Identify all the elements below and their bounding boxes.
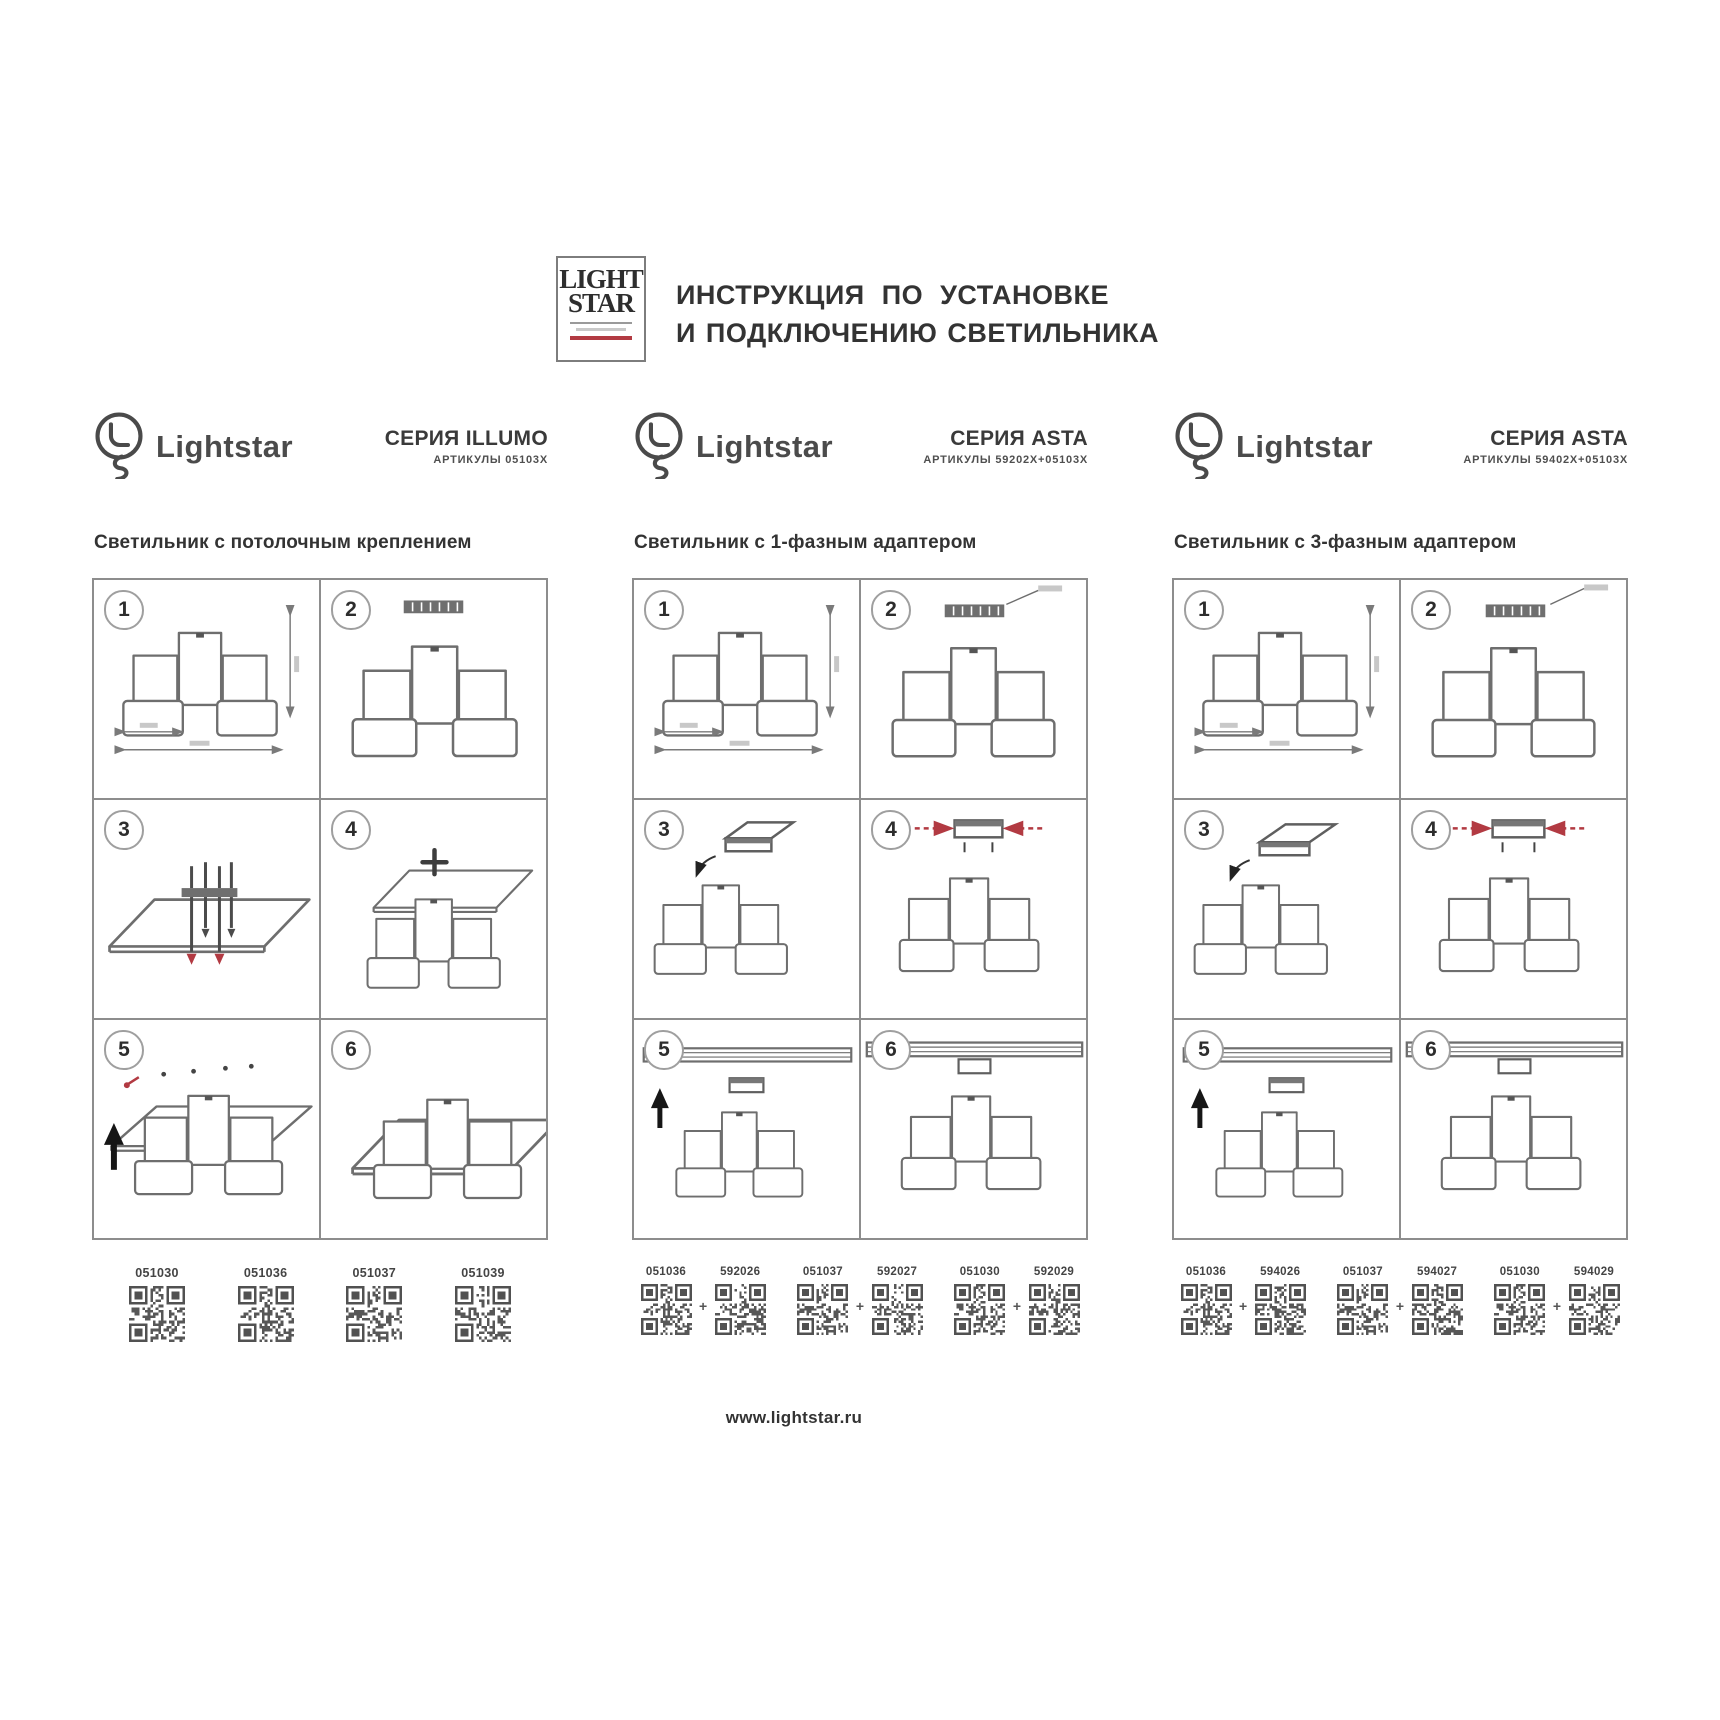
brand-wordmark: Lightstar xyxy=(696,429,834,464)
step-number-badge: 3 xyxy=(1184,810,1224,850)
brand-header xyxy=(632,388,1088,506)
step-number-badge: 4 xyxy=(871,810,911,850)
website-url: www.lightstar.ru xyxy=(725,1408,863,1427)
step-number-badge: 4 xyxy=(331,810,371,850)
qr-pair xyxy=(948,1266,1086,1335)
qr-pair xyxy=(1488,1266,1626,1335)
step-panel xyxy=(860,799,1087,1019)
lightstar-logo-icon xyxy=(1172,411,1226,484)
series-articles: АРТИКУЛЫ 05103X xyxy=(433,454,548,467)
plus-sign: + xyxy=(1239,1298,1248,1314)
qr-pair xyxy=(634,1266,772,1335)
article-number: 592026 xyxy=(720,1266,761,1278)
lightstar-stamp-logo xyxy=(556,256,646,362)
qr-code xyxy=(797,1284,848,1335)
article-number: 051030 xyxy=(135,1266,179,1280)
series-title: СЕРИЯ ASTA xyxy=(1490,427,1628,450)
step-number-badge: 3 xyxy=(104,810,144,850)
qr-article xyxy=(124,1266,190,1342)
qr-code xyxy=(641,1284,692,1335)
qr-article xyxy=(708,1266,772,1335)
brand-header xyxy=(1172,388,1628,506)
column-subtitle: Светильник с 3-фазным адаптером xyxy=(1174,532,1517,553)
step-panel xyxy=(860,1019,1087,1239)
step-number-badge: 1 xyxy=(104,590,144,630)
qr-code xyxy=(954,1284,1005,1335)
qr-code xyxy=(346,1286,402,1342)
article-number: 051036 xyxy=(243,1266,288,1280)
series-title: СЕРИЯ ILLUMO xyxy=(384,427,548,450)
step-panel xyxy=(860,579,1087,799)
step-panel xyxy=(1400,579,1627,799)
article-number: 592027 xyxy=(877,1266,918,1278)
qr-article xyxy=(1488,1266,1552,1335)
step-panel xyxy=(633,579,860,799)
qr-code xyxy=(1255,1284,1306,1335)
article-number: 051037 xyxy=(352,1266,397,1280)
step-panel xyxy=(93,799,320,1019)
stamp-rule xyxy=(570,322,632,324)
qr-article xyxy=(1331,1266,1395,1335)
qr-code xyxy=(1412,1284,1463,1335)
article-number: 051030 xyxy=(959,1266,1000,1278)
qr-article xyxy=(233,1266,299,1342)
qr-code xyxy=(1181,1284,1232,1335)
column-asta-1phase xyxy=(632,388,1088,1335)
step-panel xyxy=(93,1019,320,1239)
qr-article xyxy=(634,1266,698,1335)
stamp-smalltext xyxy=(576,328,626,331)
stamp-logo-text: LIGHT STAR xyxy=(559,264,643,318)
article-number: 051037 xyxy=(1342,1266,1383,1278)
qr-article xyxy=(1248,1266,1312,1335)
series-title: СЕРИЯ ASTA xyxy=(950,427,1088,450)
step-panel xyxy=(93,579,320,799)
qr-code xyxy=(455,1286,511,1342)
step-number-badge: 2 xyxy=(871,590,911,630)
article-number: 051036 xyxy=(645,1266,687,1278)
lightstar-logo-icon xyxy=(92,411,146,484)
column-asta-3phase xyxy=(1172,388,1628,1335)
qr-article xyxy=(341,1266,407,1342)
qr-code xyxy=(1029,1284,1080,1335)
stamp-red-bar xyxy=(570,336,632,340)
step-panel xyxy=(1173,1019,1400,1239)
column-subtitle: Светильник с потолочным креплением xyxy=(94,532,472,553)
column-illumo xyxy=(92,388,548,1342)
article-number: 594029 xyxy=(1573,1266,1615,1278)
series-block xyxy=(385,426,548,468)
step-number-badge: 6 xyxy=(1411,1030,1451,1070)
article-number: 592029 xyxy=(1033,1266,1075,1278)
qr-row xyxy=(92,1266,548,1342)
series-block xyxy=(1463,426,1628,468)
step-number-badge: 1 xyxy=(1184,590,1224,630)
qr-code xyxy=(715,1284,766,1335)
step-panel xyxy=(1400,1019,1627,1239)
step-panel xyxy=(633,799,860,1019)
brand-wordmark: Lightstar xyxy=(1236,429,1374,464)
qr-code xyxy=(129,1286,185,1342)
step-number-badge: 2 xyxy=(1411,590,1451,630)
qr-article xyxy=(1174,1266,1238,1335)
qr-article xyxy=(791,1266,855,1335)
qr-article xyxy=(1405,1266,1469,1335)
step-panel xyxy=(1173,579,1400,799)
article-number: 051030 xyxy=(1499,1266,1540,1278)
article-number: 594027 xyxy=(1417,1266,1458,1278)
qr-code xyxy=(1494,1284,1545,1335)
article-number: 594026 xyxy=(1260,1266,1301,1278)
brand-wordmark: Lightstar xyxy=(156,429,294,464)
step-number-badge: 5 xyxy=(104,1030,144,1070)
qr-pair xyxy=(1331,1266,1469,1335)
step-panel xyxy=(320,799,547,1019)
step-panel xyxy=(1400,799,1627,1019)
plus-sign: + xyxy=(1395,1298,1405,1314)
qr-article xyxy=(1022,1266,1086,1335)
step-panel xyxy=(633,1019,860,1239)
qr-row xyxy=(1172,1266,1628,1335)
article-number: 051036 xyxy=(1185,1266,1227,1278)
step-panel xyxy=(320,1019,547,1239)
document-title: ИНСТРУКЦИЯ ПО УСТАНОВКЕ И ПОДКЛЮЧЕНИЮ СВЕТИЛЬНИКА xyxy=(676,280,1159,349)
qr-article xyxy=(450,1266,516,1342)
steps-grid xyxy=(632,578,1088,1240)
article-number: 051039 xyxy=(461,1266,505,1280)
step-number-badge: 5 xyxy=(1184,1030,1224,1070)
qr-code xyxy=(1337,1284,1388,1335)
plus-sign: + xyxy=(1012,1298,1021,1314)
column-subtitle: Светильник с 1-фазным адаптером xyxy=(634,532,977,553)
step-number-badge: 4 xyxy=(1411,810,1451,850)
step-number-badge: 5 xyxy=(644,1030,684,1070)
step-number-badge: 1 xyxy=(644,590,684,630)
step-number-badge: 6 xyxy=(331,1030,371,1070)
step-number-badge: 2 xyxy=(331,590,371,630)
series-articles: АРТИКУЛЫ 59202X+05103X xyxy=(923,454,1088,467)
qr-article xyxy=(948,1266,1012,1335)
lightstar-logo-icon xyxy=(632,411,686,484)
qr-code xyxy=(1569,1284,1620,1335)
step-number-badge: 6 xyxy=(871,1030,911,1070)
step-panel xyxy=(1173,799,1400,1019)
plus-sign: + xyxy=(855,1298,865,1314)
steps-grid xyxy=(1172,578,1628,1240)
qr-row xyxy=(632,1266,1088,1335)
step-number-badge: 3 xyxy=(644,810,684,850)
brand-header xyxy=(92,388,548,506)
series-articles: АРТИКУЛЫ 59402X+05103X xyxy=(1463,454,1628,467)
qr-pair xyxy=(791,1266,929,1335)
steps-grid xyxy=(92,578,548,1240)
plus-sign: + xyxy=(699,1298,708,1314)
qr-code xyxy=(238,1286,294,1342)
series-block xyxy=(923,426,1088,468)
qr-code xyxy=(872,1284,923,1335)
qr-article xyxy=(865,1266,929,1335)
plus-sign: + xyxy=(1552,1298,1561,1314)
qr-article xyxy=(1562,1266,1626,1335)
step-panel xyxy=(320,579,547,799)
article-number: 051037 xyxy=(802,1266,843,1278)
qr-pair xyxy=(1174,1266,1312,1335)
